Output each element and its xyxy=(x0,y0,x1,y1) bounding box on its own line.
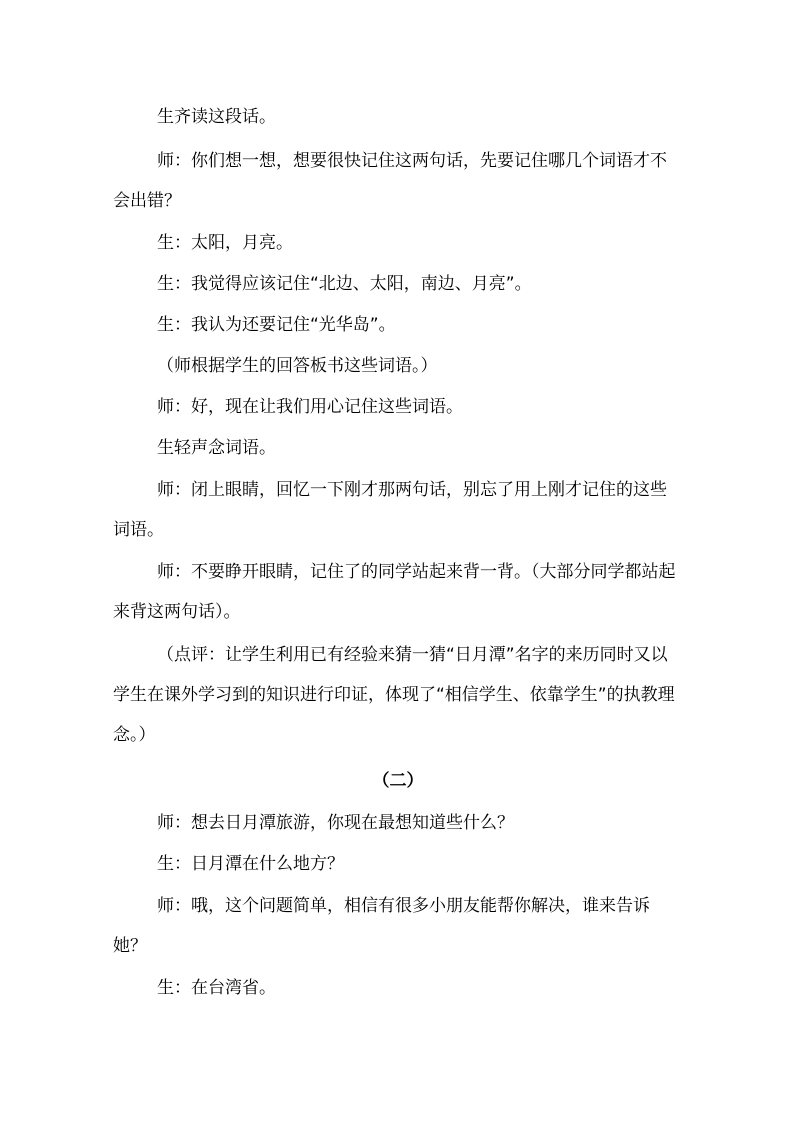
paragraph-7: 师：好，现在让我们用心记住这些词语。 xyxy=(157,397,463,417)
paragraph-3: 生：太阳，月亮。 xyxy=(157,233,293,253)
paragraph-15: 生：在台湾省。 xyxy=(157,978,276,998)
paragraph-8: 生轻声念词语。 xyxy=(157,438,276,458)
paragraph-2: 师：你们想一想，想要很快记住这两句话，先要记住哪几个词语才不会出错？ xyxy=(113,151,667,211)
paragraph-6: （师根据学生的回答板书这些词语。） xyxy=(157,356,438,376)
paragraph-14: 师：哦，这个问题简单，相信有很多小朋友能帮你解决，谁来告诉她？ xyxy=(113,896,650,956)
paragraph-4: 生：我觉得应该记住“北边、太阳，南边、月亮”。 xyxy=(157,274,532,294)
paragraph-12: 师：想去日月潭旅游，你现在最想知道些什么？ xyxy=(157,813,514,833)
paragraph-11: （点评：让学生利用已有经验来猜一猜“日月潭”名字的来历同时又以学生在课外学习到的知识进行印证，体现了“相信学生、依靠学生”的执教理念。） xyxy=(113,645,675,745)
paragraph-10: 师：不要睁开眼睛，记住了的同学站起来背一背。（大部分同学都站起来背这两句话）。 xyxy=(113,562,676,622)
paragraph-13: 生：日月潭在什么地方？ xyxy=(157,854,344,874)
paragraph-1: 生齐读这段话。 xyxy=(157,107,276,127)
paragraph-5: 生：我认为还要记住“光华岛”。 xyxy=(157,315,396,335)
paragraph-9: 师：闭上眼睛，回忆一下刚才那两句话，别忘了用上刚才记住的这些词语。 xyxy=(113,480,667,540)
section-heading: （二） xyxy=(372,771,424,791)
